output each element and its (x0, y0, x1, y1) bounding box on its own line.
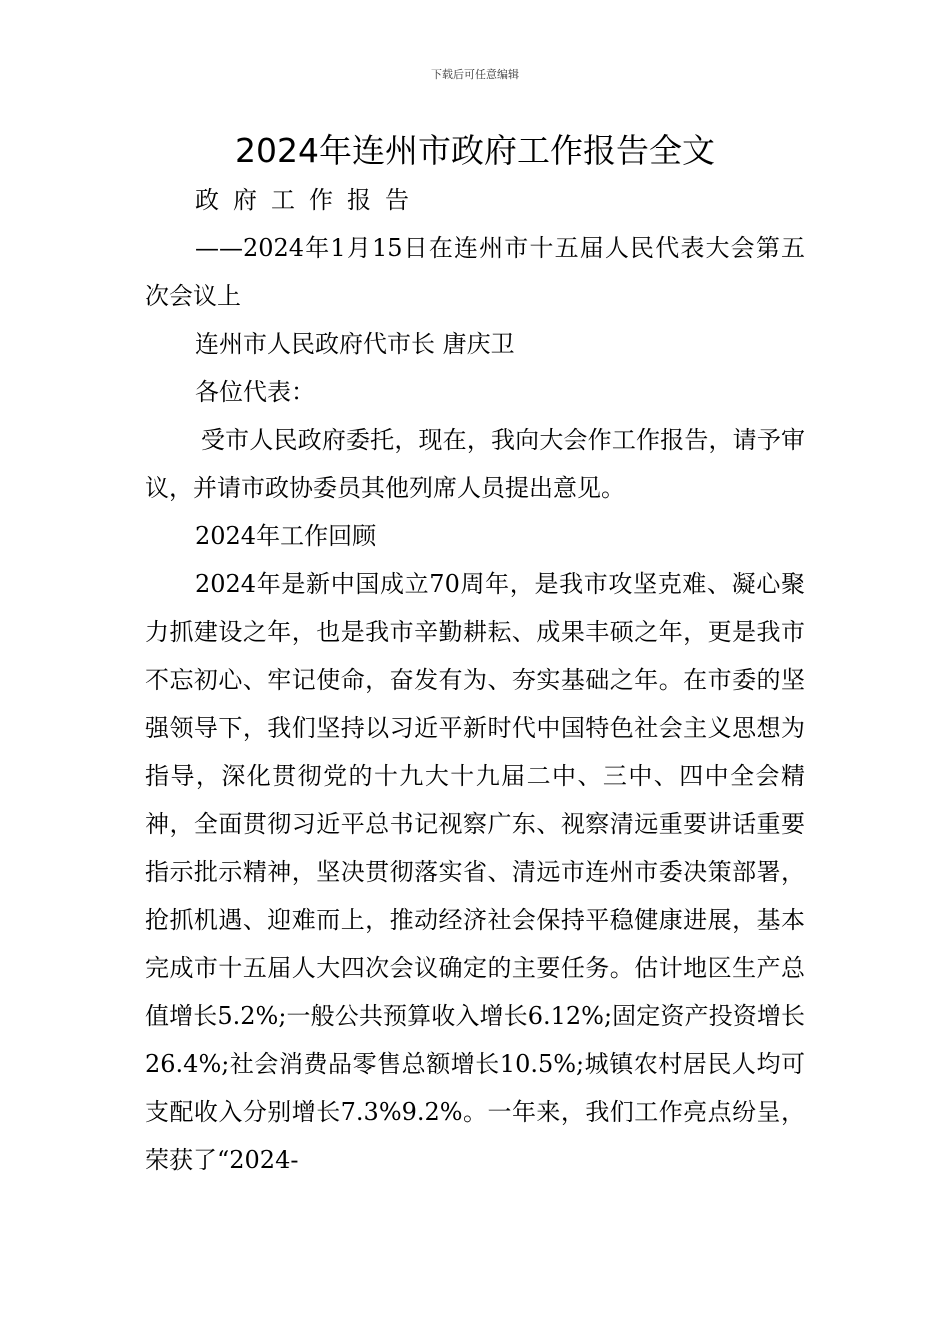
document-title: 2024年连州市政府工作报告全文 (235, 131, 715, 170)
body-paragraph: 2024年是新中国成立70周年，是我市攻坚克难、凝心聚力抓建设之年，也是我市辛勤耕耘、成果丰硕之年，更是我市不忘初心、牢记使命，奋发有为、夯实基础之年。在市委的坚强领导下，我们坚持以习近平新时代中国特色社会主义思想为指导，深化贯彻党的十九大十九届二中、三中、四中全会精神，全面贯彻习近平总书记视察广东、视察清远重要讲话重要指示批示精神，坚决贯彻落实省、清远市连州市委决策部署，抢抓机遇、迎难而上，推动经济社会保持平稳健康进展，基本完成市十五届人大四次会议确定的主要任务。估计地区生产总值增长5.2%;一般公共预算收入增长6.12%;固定资产投资增长26.4%;社会消费品零售总额增长10.5%;城镇农村居民人均可支配收入分别增长7.3%9.2%。一年来，我们工作亮点纷呈，荣获了“2024- (145, 570, 805, 1174)
document-body (145, 176, 805, 1184)
opening-paragraph: 受市人民政府委托，现在，我向大会作工作报告，请予审议，并请市政协委员其他列席人员提出意见。 (145, 426, 805, 502)
section-heading: 2024年工作回顾 (195, 522, 377, 550)
header-note: 下载后可任意编辑 (431, 68, 519, 81)
speaker-line: 连州市人民政府代市长 唐庆卫 (195, 330, 515, 358)
report-heading: 政府工作报告 (195, 186, 423, 214)
meeting-subtitle: ——2024年1月15日在连州市十五届人民代表大会第五次会议上 (145, 234, 805, 310)
salutation: 各位代表： (195, 378, 315, 406)
